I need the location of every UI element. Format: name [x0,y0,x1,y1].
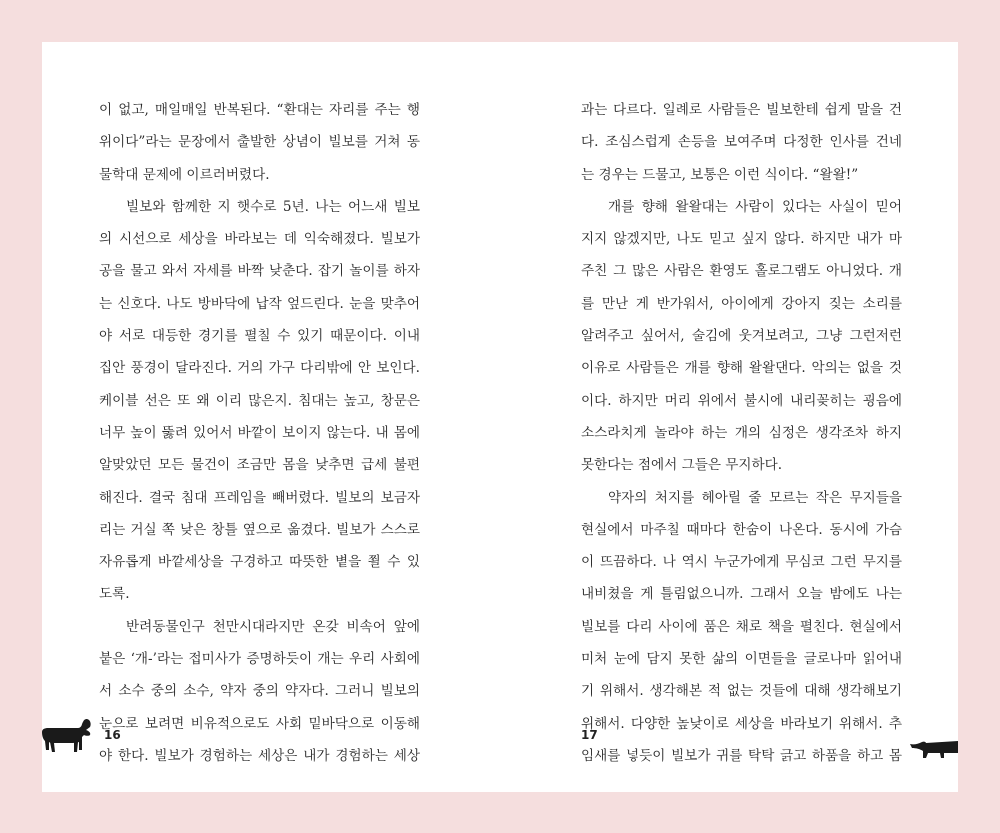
text-line: 서 소수 중의 소수, 약자 중의 약자다. 그러니 빌보의 [99,683,420,700]
text-line: 빌보를 다리 사이에 품은 채로 책을 펼친다. 현실에서 [581,618,902,635]
left-page-body [99,94,420,772]
left-page-number: 16 [104,728,121,742]
right-page [500,42,958,792]
text-line: 야 서로 대등한 경기를 펼칠 수 있기 때문이다. 이내 [99,328,420,345]
text-line: 개를 향해 왈왈대는 사람이 있다는 사실이 믿어 [608,198,902,215]
text-line: 약자의 처지를 헤아릴 줄 모르는 작은 무지들을 [608,489,902,506]
text-line: 해진다. 결국 침대 프레임을 빼버렸다. 빌보의 보금자 [99,489,420,506]
text-line: 주친 그 많은 사람은 환영도 홀로그램도 아니었다. 개 [581,263,902,280]
text-line: 알려주고 싶어서, 술김에 웃겨보려고, 그냥 그런저런 [581,328,902,345]
text-line: 현실에서 마주칠 때마다 한숨이 나온다. 동시에 가슴 [581,521,902,538]
text-line: 위이다”라는 문장에서 출발한 상념이 빌보를 거쳐 동 [99,134,420,151]
text-line: 이다. 하지만 머리 위에서 불시에 내리꽂히는 굉음에 [581,392,902,409]
left-page [42,42,500,792]
text-line: 붙은 ‘개-’라는 접미사가 증명하듯이 개는 우리 사회에 [99,651,420,668]
dachshund-icon [40,718,92,760]
text-line: 기 위해서. 생각해본 적 없는 것들에 대해 생각해보기 [581,683,902,700]
text-line: 소스라치게 놀라야 하는 개의 심정은 생각조차 하지 [581,424,902,441]
text-line: 위해서. 다양한 높낮이로 세상을 바라보기 위해서. 추 [581,715,902,732]
text-line: 알맞았던 모든 물건이 조금만 몸을 낮추면 급세 불편 [99,457,420,474]
right-page-body [581,94,902,772]
text-line: 이 뜨끔하다. 나 역시 누군가에게 무심코 그런 무지를 [581,554,902,571]
dachshund-tail-icon [910,736,958,760]
text-line: 못한다는 점에서 그들은 무지하다. [581,457,783,474]
text-line: 자유롭게 바깥세상을 구경하고 따뜻한 볕을 쬘 수 있 [99,554,420,571]
text-line: 다. 조심스럽게 손등을 보여주며 다정한 인사를 건네 [581,134,902,151]
text-line: 눈으로 보려면 비유적으로도 사회 밑바닥으로 이동해 [99,715,420,732]
text-line: 너무 높이 뚫려 있어서 바깥이 보이지 않는다. 내 몸에 [99,424,420,441]
text-line: 를 만난 게 반가워서, 아이에게 강아지 짖는 소리를 [581,295,902,312]
text-line: 과는 다르다. 일례로 사람들은 빌보한테 쉽게 말을 건 [581,102,902,118]
text-line: 반려동물인구 천만시대라지만 온갖 비속어 앞에 [126,618,420,635]
text-line: 집안 풍경이 달라진다. 거의 가구 다리밖에 안 보인다. [99,360,420,377]
text-line: 공을 물고 와서 자세를 바짝 낮춘다. 잡기 놀이를 하자 [99,263,420,280]
right-page-number: 17 [581,728,598,742]
text-line: 이유로 사람들은 개를 향해 왈왈댄다. 악의는 없을 것 [581,360,902,377]
text-line: 내비쳤을 게 틀림없으니까. 그래서 오늘 밤에도 나는 [581,586,902,603]
text-line: 빌보와 함께한 지 햇수로 5년. 나는 어느새 빌보 [126,198,420,215]
text-line: 물학대 문제에 이르러버렸다. [99,166,270,183]
text-line: 임새를 넣듯이 빌보가 귀를 탁탁 긁고 하품을 하고 몸 [581,747,902,764]
text-line: 는 경우는 드물고, 보통은 이런 식이다. “왈왈!” [581,166,859,183]
book-spread [42,42,958,792]
text-line: 는 신호다. 나도 방바닥에 납작 엎드린다. 눈을 맞추어 [99,295,420,312]
text-line: 지지 않겠지만, 나도 믿고 싶지 않다. 하지만 내가 마 [581,231,902,248]
text-line: 케이블 선은 또 왜 이리 많은지. 침대는 높고, 창문은 [99,392,420,409]
text-line: 이 없고, 매일매일 반복된다. “환대는 자리를 주는 행 [99,102,420,118]
text-line: 리는 거실 쪽 낮은 창틀 옆으로 옮겼다. 빌보가 스스로 [99,521,420,538]
text-line: 의 시선으로 세상을 바라보는 데 익숙해졌다. 빌보가 [99,231,420,248]
text-line: 미처 눈에 담지 못한 삶의 이면들을 글로나마 읽어내 [581,651,902,668]
text-line: 도록. [99,586,130,603]
text-line: 야 한다. 빌보가 경험하는 세상은 내가 경험하는 세상 [99,747,420,764]
